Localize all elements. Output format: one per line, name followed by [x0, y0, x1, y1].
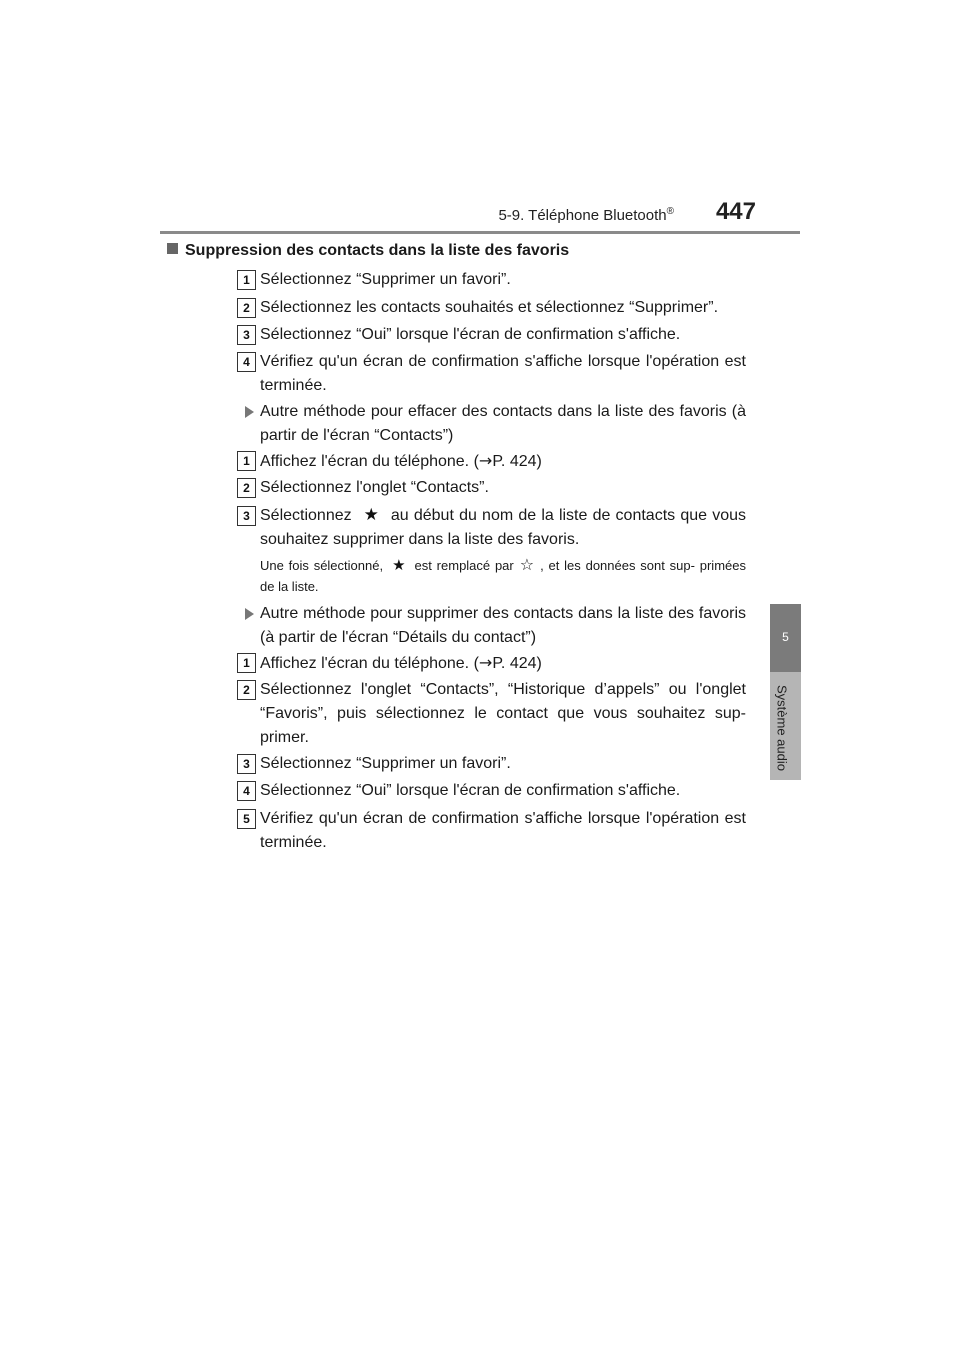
- reference-arrow-icon: →: [478, 653, 493, 672]
- step: [216, 449, 746, 474]
- triangle-arrow-icon: [245, 406, 254, 418]
- method-heading-text: Autre méthode pour supprimer des contacts dans la liste des favoris (à partir de l'écran “Détails du contact”): [260, 605, 746, 646]
- step-text: Vérifiez qu'un écran de confirmation s'affiche lorsque l'opération est terminée.: [260, 353, 746, 394]
- step: [216, 678, 746, 750]
- step-text: Sélectionnez “Oui” lorsque l'écran de confirmation s'affiche.: [260, 782, 681, 799]
- method-heading-text: Autre méthode pour effacer des contacts dans la liste des favoris (à partir de l'écran “Contacts”): [260, 403, 746, 444]
- step-text-part: au début du nom de la liste de contacts que vous souhaitez supprimer dans la liste des favoris.: [260, 507, 746, 548]
- step-text: [260, 449, 746, 474]
- step-number-badge: 2: [237, 298, 256, 318]
- step-text-part: Affichez l'écran du téléphone. (: [260, 655, 479, 672]
- square-bullet-icon: [167, 243, 178, 254]
- chapter-tab: [770, 604, 801, 672]
- step-text: [260, 651, 746, 676]
- step-text: [260, 504, 746, 552]
- step-text: Sélectionnez l'onglet “Contacts”.: [260, 479, 489, 496]
- step-number-badge: 2: [237, 680, 256, 700]
- filled-star-icon: ★: [363, 505, 379, 524]
- note-text-part: est remplacé par: [414, 558, 514, 573]
- step-text: Sélectionnez les contacts souhaités et sélectionnez “Supprimer”.: [260, 299, 719, 316]
- chapter-tab-label: Système audio: [774, 685, 790, 771]
- step-number-badge: 4: [237, 781, 256, 801]
- step-number-badge: 1: [237, 451, 256, 471]
- step: [216, 296, 746, 320]
- step: [216, 651, 746, 676]
- step: [216, 752, 746, 776]
- note-text-part: , et les données sont sup- primées de la liste.: [260, 558, 746, 594]
- chapter-tab-number: 5: [782, 630, 789, 644]
- step-number-badge: 2: [237, 478, 256, 498]
- step-text: Sélectionnez “Supprimer un favori”.: [260, 755, 511, 772]
- method-heading: [216, 602, 746, 650]
- header-divider: [160, 231, 800, 234]
- step: [216, 807, 746, 855]
- page-header: [160, 196, 800, 236]
- step-text: Vérifiez qu'un écran de confirmation s'affiche lorsque l'opération est terminée.: [260, 810, 746, 851]
- reference-arrow-icon: →: [478, 451, 493, 470]
- method-heading: [216, 400, 746, 448]
- step-text: Sélectionnez l'onglet “Contacts”, “Historique d’appels” ou l'onglet “Favoris”, puis sélectionnez le contact que vous souhaitez sup- primer.: [260, 681, 746, 746]
- section-title: [162, 242, 569, 260]
- step-text: Sélectionnez “Supprimer un favori”.: [260, 271, 511, 288]
- step-number-badge: 3: [237, 754, 256, 774]
- chapter-text: 5-9. Téléphone Bluetooth: [498, 207, 667, 224]
- step: [216, 476, 746, 500]
- chapter-title: [498, 206, 674, 224]
- step-number-badge: 1: [237, 653, 256, 673]
- step: [216, 779, 746, 803]
- hollow-star-icon: ☆: [519, 557, 535, 574]
- page-reference-link[interactable]: P. 424): [492, 453, 542, 470]
- step-number-badge: 5: [237, 809, 256, 829]
- step: [216, 504, 746, 552]
- page-number: 447: [715, 198, 756, 225]
- filled-star-icon: ★: [392, 557, 406, 574]
- step: [216, 350, 746, 398]
- note-text-part: Une fois sélectionné,: [260, 558, 384, 573]
- step: [216, 323, 746, 347]
- step: [216, 268, 746, 292]
- page-reference-link[interactable]: P. 424): [492, 655, 542, 672]
- note-text: [260, 555, 746, 597]
- section-title-text: Suppression des contacts dans la liste des favoris: [185, 242, 570, 259]
- step-number-badge: 3: [237, 325, 256, 345]
- step-text: Sélectionnez “Oui” lorsque l'écran de confirmation s'affiche.: [260, 326, 681, 343]
- step-number-badge: 1: [237, 270, 256, 290]
- step-number-badge: 4: [237, 352, 256, 372]
- registered-mark: ®: [666, 206, 674, 217]
- step-text-part: Affichez l'écran du téléphone. (: [260, 453, 479, 470]
- step-number-badge: 3: [237, 506, 256, 526]
- step-text-part: Sélectionnez: [260, 507, 352, 524]
- triangle-arrow-icon: [245, 608, 254, 620]
